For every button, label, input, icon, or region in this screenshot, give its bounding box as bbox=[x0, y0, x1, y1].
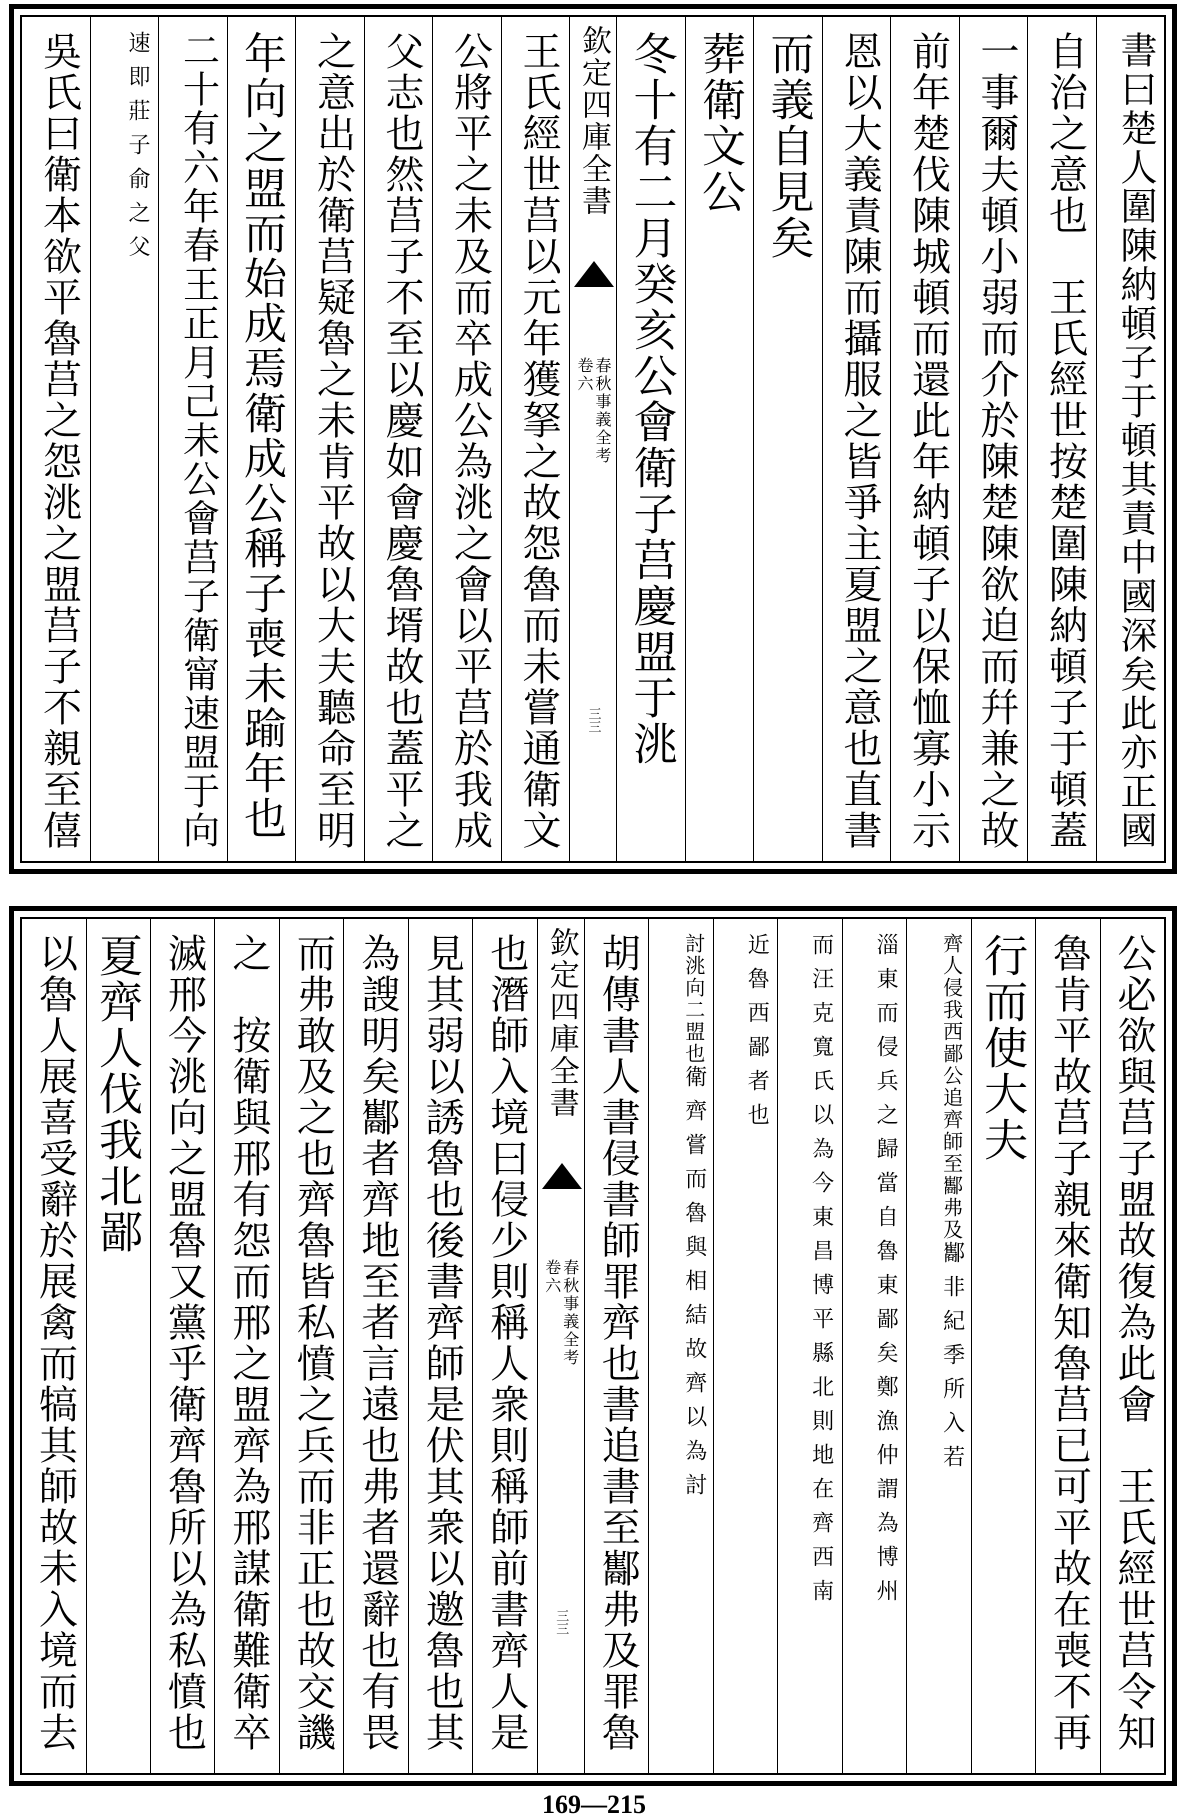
note-column bbox=[713, 919, 777, 1773]
column-text-with-note bbox=[681, 933, 707, 1773]
text-column bbox=[22, 17, 90, 861]
top-page bbox=[9, 4, 1177, 874]
text-column bbox=[1096, 17, 1165, 861]
column-text: 吳氏曰衛本欲平魯莒之怨洮之盟莒子不親至僖 bbox=[36, 31, 82, 851]
column-text: 之意出於衛莒疑魯之未肯平故以大夫聽命至明 bbox=[310, 31, 356, 851]
column-text: 滅邢今洮向之盟魯又黨乎衛齊魯所以為私憤也 bbox=[161, 933, 207, 1753]
column-text: 葬衛文公 bbox=[694, 31, 745, 215]
column-text: 夏齊人伐我北鄙 bbox=[90, 933, 142, 1255]
text-column bbox=[472, 919, 536, 1773]
column-text-with-note bbox=[939, 933, 965, 1773]
text-column bbox=[343, 919, 407, 1773]
note-column bbox=[842, 919, 906, 1773]
column-text: 公將平之未及而卒成公為洮之會以平莒於我成 bbox=[447, 31, 493, 851]
column-text: 自治之意也 王氏經世按楚圍陳納頓子于頓蓋 bbox=[1042, 31, 1088, 851]
column-text: 一事爾夫頓小弱而介於陳楚陳欲迫而幷兼之故 bbox=[974, 31, 1019, 851]
spine-book-name: 春秋事義全考 bbox=[593, 357, 612, 465]
text-column bbox=[1027, 17, 1096, 861]
text-column bbox=[616, 17, 685, 861]
column-text: 以魯人展喜受辭於展禽而犒其師故未入境而去 bbox=[32, 933, 78, 1753]
text-column bbox=[214, 919, 278, 1773]
text-column bbox=[753, 17, 822, 861]
spine-title: 欽定四庫全書 bbox=[543, 927, 579, 1119]
annotation-text: 而汪克寬氏以為今東昌博平縣北則地在齊西南 bbox=[808, 933, 834, 1613]
center-spine bbox=[569, 17, 616, 861]
column-text: 胡傳書人書侵書師罪齊也書追書至酅弗及罪魯 bbox=[595, 933, 641, 1753]
spine-book-title bbox=[543, 1259, 579, 1367]
note-column bbox=[777, 919, 841, 1773]
text-column bbox=[408, 919, 472, 1773]
text-column bbox=[158, 17, 227, 861]
text-column bbox=[227, 17, 296, 861]
spine-book-title bbox=[575, 357, 611, 465]
text-column bbox=[295, 17, 364, 861]
spine-volume: 卷六 bbox=[575, 357, 594, 393]
text-column bbox=[648, 919, 712, 1773]
column-text: 之 按衛與邢有怨而邢之盟齊為邢謀衛難衛卒 bbox=[225, 933, 271, 1753]
annotation-text: 淄東而侵兵之歸當自魯東鄙矣鄭漁仲謂為博州 bbox=[873, 933, 899, 1613]
text-column bbox=[279, 919, 343, 1773]
column-text: 討洮向二盟也 bbox=[681, 933, 706, 1065]
text-column bbox=[150, 919, 214, 1773]
column-text: 見其弱以誘魯也後書齊師是伏其衆以邀魯也其 bbox=[419, 933, 465, 1753]
text-column bbox=[971, 919, 1035, 1773]
bottom-page-frame bbox=[20, 917, 1166, 1775]
column-text: 年向之盟而始成焉衛成公稱子喪未踰年也 bbox=[237, 31, 287, 841]
column-text: 為謏明矣酅者齊地至者言遠也弗者還辭也有畏 bbox=[354, 933, 400, 1753]
text-column bbox=[432, 17, 501, 861]
text-column bbox=[86, 919, 150, 1773]
text-column bbox=[890, 17, 959, 861]
column-text: 魯肯平故莒子親來衛知魯莒已可平故在喪不再 bbox=[1046, 933, 1092, 1753]
fish-tail-ornament bbox=[574, 257, 614, 287]
text-column bbox=[822, 17, 891, 861]
top-page-frame bbox=[20, 15, 1166, 863]
text-column bbox=[1100, 919, 1164, 1773]
column-text: 父志也然莒子不至以慶如會慶魯壻故也蓋平之 bbox=[379, 31, 424, 851]
annotation-text: 近魯西鄙者也 bbox=[744, 933, 770, 1137]
fish-tail-ornament bbox=[542, 1159, 582, 1189]
column-text: 書曰楚人圍陳納頓子于頓其責中國深矣此亦正國 bbox=[1114, 31, 1157, 850]
spine-title: 欽定四庫全書 bbox=[576, 25, 611, 217]
text-column bbox=[22, 919, 85, 1773]
column-text: 冬十有二月癸亥公會衛子莒慶盟于洮 bbox=[625, 31, 677, 767]
spine-page-number: 三三 bbox=[553, 1609, 569, 1635]
bottom-page bbox=[9, 906, 1177, 1786]
column-text: 而弗敢及之也齊魯皆私憤之兵而非正也故交譏 bbox=[290, 933, 336, 1753]
column-text: 二十有六年春王正月己未公會莒子衛甯速盟于向 bbox=[176, 31, 220, 850]
spine-page-number: 三三 bbox=[585, 707, 601, 733]
column-text: 齊人侵我西鄙公追齊師至酅弗及 bbox=[939, 933, 964, 1241]
column-text: 行而使大夫 bbox=[976, 933, 1028, 1163]
top-page-columns bbox=[22, 17, 1164, 861]
column-text: 恩以大義責陳而攝服之皆爭主夏盟之意也直書 bbox=[837, 31, 882, 851]
text-column bbox=[1035, 919, 1099, 1773]
column-text: 公必欲與莒子盟故復為此會 王氏經世莒令知 bbox=[1111, 933, 1156, 1753]
column-text: 前年楚伐陳城頓而還此年納頓子以保恤寡小示 bbox=[905, 31, 951, 851]
column-text: 王氏經世莒以元年獲拏之故怨魯而未嘗通衛文 bbox=[516, 31, 561, 851]
note-column bbox=[90, 17, 159, 861]
text-column bbox=[906, 919, 970, 1773]
annotation-text: 速即莊子俞之父 bbox=[125, 31, 150, 269]
annotation-text: 酅非紀季所入若 bbox=[939, 1241, 965, 1479]
annotation-text: 衛齊嘗而魯與相結故齊以為討 bbox=[681, 1065, 707, 1507]
footer-page-label: 169—215 bbox=[542, 1790, 646, 1819]
text-column bbox=[959, 17, 1028, 861]
column-text: 而義自見矣 bbox=[762, 31, 814, 261]
spine-book-name: 春秋事義全考 bbox=[560, 1259, 580, 1367]
spine-volume: 卷六 bbox=[542, 1259, 562, 1295]
center-spine bbox=[537, 919, 584, 1773]
text-column bbox=[584, 919, 648, 1773]
column-text: 也潛師入境曰侵少則稱人衆則稱師前書齊人是 bbox=[483, 933, 529, 1753]
text-column bbox=[364, 17, 433, 861]
text-column bbox=[685, 17, 754, 861]
bottom-page-columns bbox=[22, 919, 1164, 1773]
text-column bbox=[501, 17, 570, 861]
